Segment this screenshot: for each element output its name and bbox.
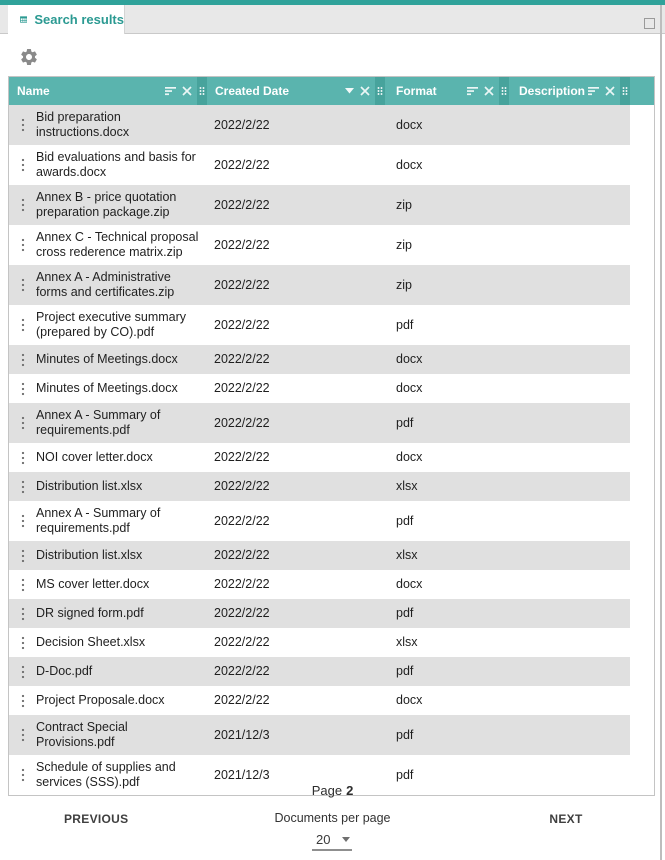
gear-icon xyxy=(19,47,39,67)
table-row[interactable] xyxy=(9,185,630,225)
table-header-row xyxy=(9,77,654,105)
kebab-menu-icon xyxy=(21,665,25,679)
kebab-menu-icon xyxy=(21,382,25,396)
cell-created-date: 2022/2/22 xyxy=(214,513,270,528)
kebab-menu-icon xyxy=(21,578,25,592)
row-menu-button[interactable] xyxy=(9,599,36,628)
table-row[interactable] xyxy=(9,570,630,599)
kebab-menu-icon xyxy=(21,416,25,430)
kebab-menu-icon xyxy=(21,549,25,563)
cell-description xyxy=(509,770,630,780)
cell-name: Distribution list.xlsx xyxy=(36,479,143,493)
cell-format: zip xyxy=(396,237,412,252)
column-label: Format xyxy=(396,84,437,98)
column-header-description[interactable] xyxy=(509,77,630,105)
table-row[interactable] xyxy=(9,628,630,657)
cell-description xyxy=(509,418,630,428)
kebab-menu-icon xyxy=(21,198,25,212)
row-menu-button[interactable] xyxy=(9,715,36,755)
table-row[interactable] xyxy=(9,472,630,501)
cell-name: Minutes of Meetings.docx xyxy=(36,381,178,395)
cell-created-date: 2022/2/22 xyxy=(214,157,270,172)
table-row[interactable] xyxy=(9,541,630,570)
table-row[interactable] xyxy=(9,265,630,305)
cell-description xyxy=(509,551,630,561)
cell-name: Decision Sheet.xlsx xyxy=(36,635,146,649)
row-menu-button[interactable] xyxy=(9,185,36,225)
table-row[interactable] xyxy=(9,501,630,541)
tab-label: Search results xyxy=(34,12,124,27)
cell-description xyxy=(509,453,630,463)
kebab-menu-icon xyxy=(21,636,25,650)
cell-name: Minutes of Meetings.docx xyxy=(36,352,178,366)
row-menu-button[interactable] xyxy=(9,686,36,715)
cell-created-date: 2021/12/3 xyxy=(214,767,270,782)
settings-button[interactable] xyxy=(19,47,39,67)
row-menu-button[interactable] xyxy=(9,570,36,599)
cell-description xyxy=(509,120,630,130)
collapse-x-icon[interactable] xyxy=(605,86,615,96)
cell-format: xlsx xyxy=(396,635,418,649)
row-menu-button[interactable] xyxy=(9,628,36,657)
drag-dots-icon xyxy=(376,86,384,96)
cell-description xyxy=(509,638,630,648)
row-menu-button[interactable] xyxy=(9,657,36,686)
cell-created-date: 2022/2/22 xyxy=(214,693,270,707)
cell-name: Bid evaluations and basis for awards.docx xyxy=(36,150,196,179)
kebab-menu-icon xyxy=(21,728,25,742)
cell-description xyxy=(509,200,630,210)
column-resize-handle[interactable] xyxy=(197,77,207,105)
column-resize-handle[interactable] xyxy=(375,77,385,105)
cell-name: Project Proposale.docx xyxy=(36,693,165,707)
kebab-menu-icon xyxy=(21,694,25,708)
table-row[interactable] xyxy=(9,105,630,145)
next-page-button[interactable]: NEXT xyxy=(534,810,598,828)
kebab-menu-icon xyxy=(21,278,25,292)
collapse-x-icon[interactable] xyxy=(182,86,192,96)
row-menu-button[interactable] xyxy=(9,501,36,541)
row-menu-button[interactable] xyxy=(9,443,36,472)
cell-format: zip xyxy=(396,277,412,292)
kebab-menu-icon xyxy=(21,451,25,465)
cell-format: pdf xyxy=(396,415,414,430)
cell-created-date: 2022/2/22 xyxy=(214,277,270,292)
filter-sort-icon[interactable] xyxy=(467,86,478,96)
cell-format: pdf xyxy=(396,664,414,678)
column-label: Description xyxy=(519,84,586,98)
table-row[interactable] xyxy=(9,305,630,345)
table-row[interactable] xyxy=(9,443,630,472)
cell-description xyxy=(509,482,630,492)
cell-created-date: 2022/2/22 xyxy=(214,117,270,132)
cell-format: docx xyxy=(396,693,423,707)
cell-format: docx xyxy=(396,117,423,132)
filter-sort-icon[interactable] xyxy=(588,86,599,96)
cell-created-date: 2022/2/22 xyxy=(214,237,270,252)
collapse-x-icon[interactable] xyxy=(360,86,370,96)
cell-description xyxy=(509,160,630,170)
column-header-format[interactable] xyxy=(385,77,509,105)
cell-description xyxy=(509,609,630,619)
row-menu-button[interactable] xyxy=(9,225,36,265)
cell-created-date: 2022/2/22 xyxy=(214,415,270,430)
drag-dots-icon xyxy=(621,86,629,96)
column-label: Name xyxy=(17,84,50,98)
cell-name: Bid preparation instructions.docx xyxy=(36,110,130,139)
cell-format: zip xyxy=(396,197,412,212)
cell-format: docx xyxy=(396,381,423,395)
page-indicator xyxy=(0,783,665,798)
cell-name: Annex B - price quotation preparation package.zip xyxy=(36,190,177,219)
cell-description xyxy=(509,280,630,290)
column-resize-handle[interactable] xyxy=(620,77,630,105)
cell-created-date: 2022/2/22 xyxy=(214,450,270,464)
kebab-menu-icon xyxy=(21,353,25,367)
header-filler xyxy=(630,77,654,105)
cell-created-date: 2021/12/3 xyxy=(214,727,270,742)
cell-format: pdf xyxy=(396,767,414,782)
table-row[interactable] xyxy=(9,686,630,715)
collapse-x-icon[interactable] xyxy=(484,86,494,96)
sort-desc-triangle-icon[interactable] xyxy=(345,88,354,94)
cell-name: Contract Special Provisions.pdf xyxy=(36,720,128,749)
cell-description xyxy=(509,516,630,526)
cell-created-date: 2022/2/22 xyxy=(214,381,270,395)
cell-format: xlsx xyxy=(396,479,418,493)
cell-description xyxy=(509,580,630,590)
kebab-menu-icon xyxy=(21,118,25,132)
column-header-created-date[interactable] xyxy=(207,77,385,105)
cell-name: Annex A - Administrative forms and certificates.zip xyxy=(36,270,175,299)
drag-dots-icon xyxy=(500,86,508,96)
kebab-menu-icon xyxy=(21,607,25,621)
cell-created-date: 2022/2/22 xyxy=(214,664,270,678)
row-menu-button[interactable] xyxy=(9,374,36,403)
cell-format: pdf xyxy=(396,606,414,620)
row-menu-button[interactable] xyxy=(9,145,36,185)
cell-created-date: 2022/2/22 xyxy=(214,577,270,591)
page-number: 2 xyxy=(346,783,354,798)
filter-sort-icon[interactable] xyxy=(165,86,176,96)
cell-description xyxy=(509,355,630,365)
table-row[interactable] xyxy=(9,403,630,443)
cell-name: Distribution list.xlsx xyxy=(36,548,143,562)
kebab-menu-icon xyxy=(21,514,25,528)
cell-name: D-Doc.pdf xyxy=(36,664,93,678)
table-row[interactable] xyxy=(9,657,630,686)
kebab-menu-icon xyxy=(21,768,25,782)
row-menu-button[interactable] xyxy=(9,541,36,570)
kebab-menu-icon xyxy=(21,480,25,494)
table-row[interactable] xyxy=(9,145,630,185)
documents-per-page-label: Documents per page xyxy=(274,811,391,825)
table-row[interactable] xyxy=(9,715,630,755)
cell-created-date: 2022/2/22 xyxy=(214,548,270,562)
cell-format: docx xyxy=(396,450,423,464)
cell-description xyxy=(509,730,630,740)
per-page-value: 20 xyxy=(316,832,331,847)
cell-name: Annex A - Summary of requirements.pdf xyxy=(36,408,161,437)
cell-name: Annex C - Technical proposal cross rederence matrix.zip xyxy=(36,230,199,259)
table-row[interactable] xyxy=(9,374,630,403)
drag-dots-icon xyxy=(198,86,206,96)
maximize-icon[interactable] xyxy=(644,18,655,29)
cell-format: pdf xyxy=(396,317,414,332)
cell-created-date: 2022/2/22 xyxy=(214,352,270,366)
column-label: Created Date xyxy=(215,84,290,98)
cell-format: xlsx xyxy=(396,548,418,562)
row-menu-button[interactable] xyxy=(9,345,36,374)
cell-name: Project executive summary (prepared by CO).pdf xyxy=(36,310,187,339)
cell-description xyxy=(509,696,630,706)
page-label: Page xyxy=(311,783,343,798)
table-body xyxy=(9,105,654,795)
row-menu-button[interactable] xyxy=(9,403,36,443)
cell-description xyxy=(509,667,630,677)
cell-created-date: 2022/2/22 xyxy=(214,197,270,212)
cell-created-date: 2022/2/22 xyxy=(214,317,270,332)
cell-format: pdf xyxy=(396,727,414,742)
cell-description xyxy=(509,320,630,330)
cell-format: docx xyxy=(396,157,423,172)
kebab-menu-icon xyxy=(21,318,25,332)
cell-name: NOI cover letter.docx xyxy=(36,450,153,464)
previous-page-button[interactable]: PREVIOUS xyxy=(60,810,130,828)
column-header-name[interactable] xyxy=(9,77,207,105)
column-resize-handle[interactable] xyxy=(499,77,509,105)
cell-format: docx xyxy=(396,577,423,591)
table-grid-icon xyxy=(20,12,27,27)
kebab-menu-icon xyxy=(21,158,25,172)
row-menu-button[interactable] xyxy=(9,472,36,501)
window-right-border xyxy=(660,5,662,860)
cell-format: pdf xyxy=(396,513,414,528)
tab-strip xyxy=(0,5,665,34)
kebab-menu-icon xyxy=(21,238,25,252)
cell-description xyxy=(509,240,630,250)
row-menu-button[interactable] xyxy=(9,265,36,305)
tab-search-results[interactable] xyxy=(8,5,125,34)
table-row[interactable] xyxy=(9,599,630,628)
table-row[interactable] xyxy=(9,345,630,374)
cell-format: docx xyxy=(396,352,423,366)
cell-created-date: 2022/2/22 xyxy=(214,635,270,649)
cell-created-date: 2022/2/22 xyxy=(214,479,270,493)
chevron-down-icon xyxy=(342,837,350,842)
cell-name: DR signed form.pdf xyxy=(36,606,144,620)
cell-name: Schedule of supplies and services (SSS).pdf xyxy=(36,760,176,789)
cell-name: Annex A - Summary of requirements.pdf xyxy=(36,506,161,535)
table-row[interactable] xyxy=(9,225,630,265)
cell-name: MS cover letter.docx xyxy=(36,577,150,591)
cell-created-date: 2022/2/22 xyxy=(214,606,270,620)
documents-per-page-select[interactable] xyxy=(312,830,352,851)
row-menu-button[interactable] xyxy=(9,305,36,345)
cell-description xyxy=(509,384,630,394)
search-results-table xyxy=(8,76,655,796)
row-menu-button[interactable] xyxy=(9,105,36,145)
